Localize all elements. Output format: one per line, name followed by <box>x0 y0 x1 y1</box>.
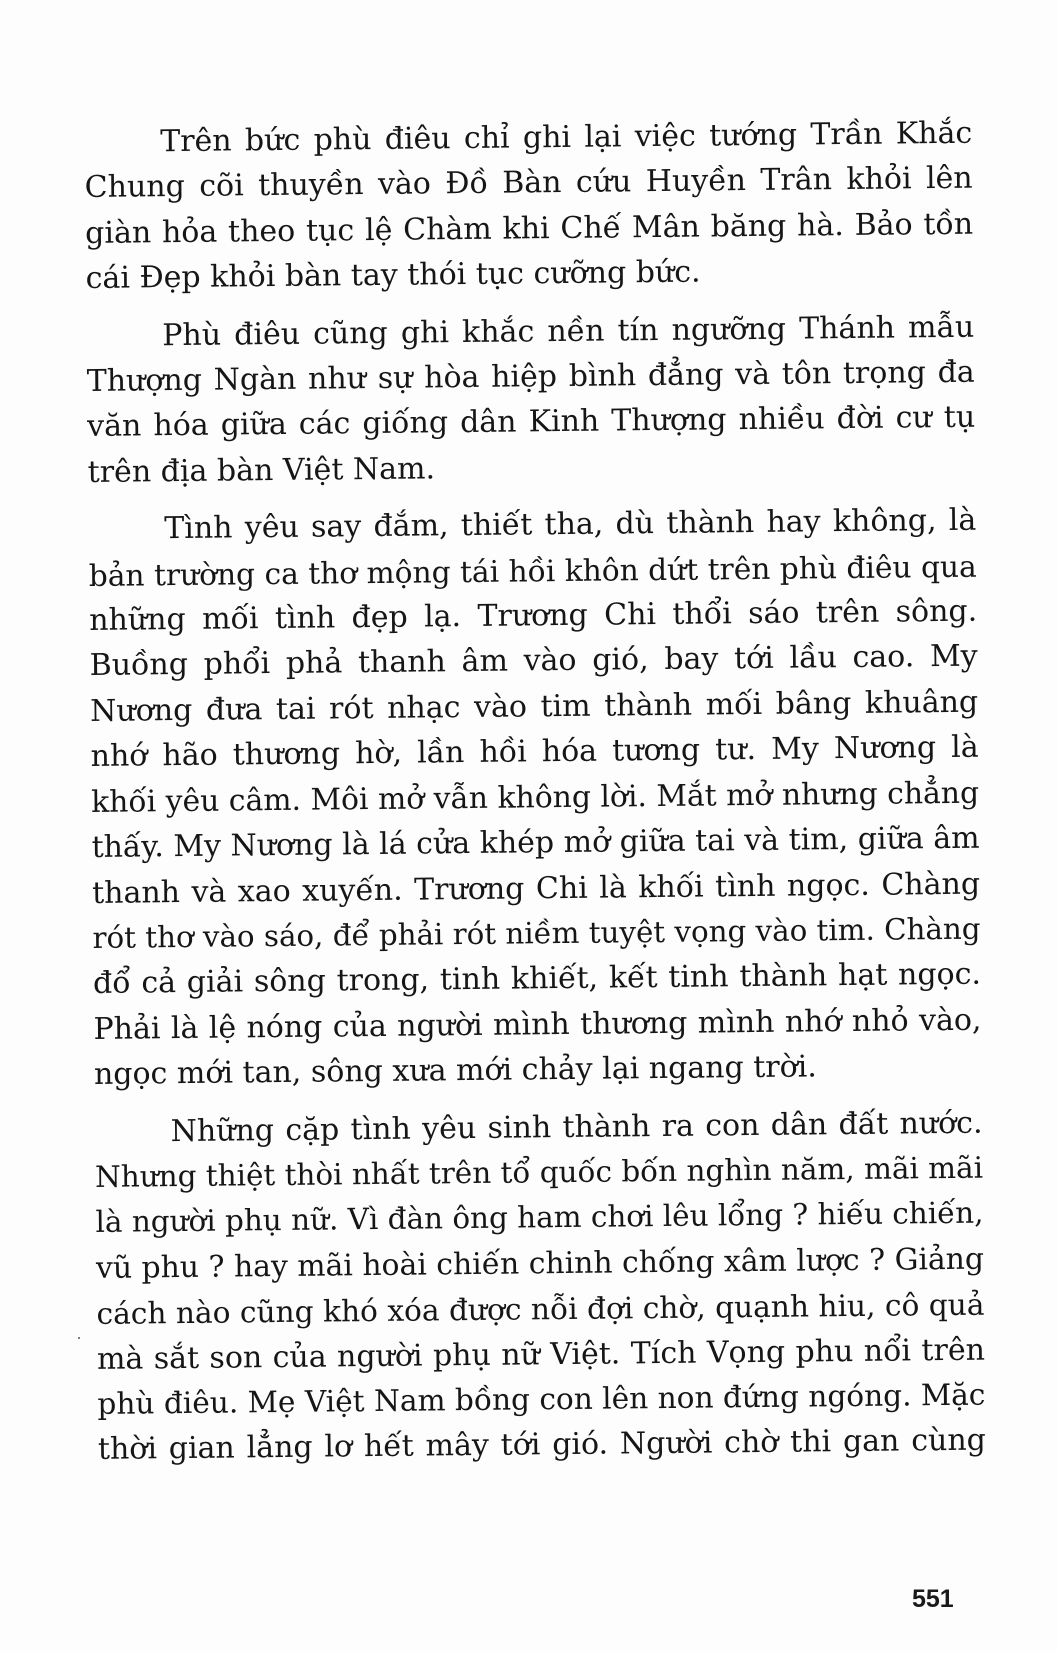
text-line: ngọc mới tan, sông xưa mới chảy lại ngang trời. <box>93 1049 818 1093</box>
text-line: Nhưng thiệt thòi nhất trên tổ quốc bốn nghìn năm, mãi mãi <box>94 1150 984 1194</box>
text-line: bản trường ca thơ mộng tái hồi khôn dứt trên phù điêu qua <box>88 548 977 593</box>
text-line: Phù điêu cũng ghi khắc nền tín ngưỡng Thánh mẫu <box>162 309 975 353</box>
text-line: là người phụ nữ. Vì đàn ông ham chơi lêu lổng ? hiếu chiến, <box>95 1195 984 1240</box>
text-line: thanh và xao xuyến. Trương Chi là khối tình ngọc. Chàng <box>91 866 981 911</box>
text-line: thời gian lẳng lơ hết mây tới gió. Người chờ thi gan cùng <box>97 1423 987 1468</box>
page-number: 551 <box>912 1585 954 1613</box>
text-line: Buồng phổi phả thanh âm vào gió, bay tới lầu cao. My <box>89 639 978 684</box>
text-line: Những cặp tình yêu sinh thành ra con dân đất nước. <box>170 1105 983 1149</box>
text-line: Chung cõi thuyền vào Đồ Bàn cứu Huyền Trân khỏi lên <box>84 161 973 206</box>
text-line: Phải là lệ nóng của người mình thương mình nhớ nhỏ vào, <box>93 1002 982 1047</box>
text-line: Thượng Ngàn như sự hòa hiệp bình đẳng và tôn trọng đa <box>86 354 975 400</box>
text-line: cách nào cũng khó xóa được nỗi đợi chờ, quạnh hiu, cô quả <box>96 1286 985 1332</box>
text-line: văn hóa giữa các giống dân Kinh Thượng nhiều đời cư tụ <box>87 400 976 445</box>
text-line: trên địa bàn Việt Nam. <box>87 451 436 490</box>
text-line: đổ cả giải sông trong, tinh khiết, kết tinh thành hạt ngọc. <box>92 956 982 1002</box>
text-line: vũ phu ? hay mãi hoài chiến chinh chống xâm lược ? Giảng <box>95 1241 985 1286</box>
paragraph-4 <box>94 1100 986 1473</box>
paragraph-3 <box>88 498 982 1098</box>
paragraph-1 <box>84 111 974 302</box>
text-line: Tình yêu say đắm, thiết tha, dù thành hay không, là <box>164 502 977 547</box>
text-line: cái Đẹp khỏi bàn tay thói tục cưỡng bức. <box>85 254 701 297</box>
text-line: thấy. My Nương là lá cửa khép mở giữa tai và tim, giữa âm <box>91 820 980 866</box>
text-line: giàn hỏa theo tục lệ Chàm khi Chế Mân băng hà. Bảo tồn <box>85 206 974 251</box>
text-line: rót thơ vào sáo, để phải rót niềm tuyệt vọng vào tim. Chàng <box>92 911 981 955</box>
text-line: Nương đưa tai rót nhạc vào tim thành mối bâng khuâng <box>90 684 979 729</box>
text-line: những mối tình đẹp lạ. Trương Chi thổi sáo trên sông. <box>89 593 978 639</box>
text-line: khối yêu câm. Môi mở vẫn không lời. Mắt mở nhưng chẳng <box>90 775 980 820</box>
text-line: Trên bức phù điêu chỉ ghi lại việc tướng Trần Khắc <box>160 115 973 160</box>
text-line: mà sắt son của người phụ nữ Việt. Tích Vọng phu nổi trên <box>96 1332 986 1377</box>
scan-speck <box>78 1337 80 1339</box>
text-line: phù điêu. Mẹ Việt Nam bồng con lên non đứng ngóng. Mặc <box>97 1377 986 1421</box>
body-text <box>84 111 986 1485</box>
paragraph-2 <box>86 304 976 495</box>
text-line: nhớ hão thương hờ, lần hồi hóa tương tư. My Nương là <box>90 729 979 775</box>
